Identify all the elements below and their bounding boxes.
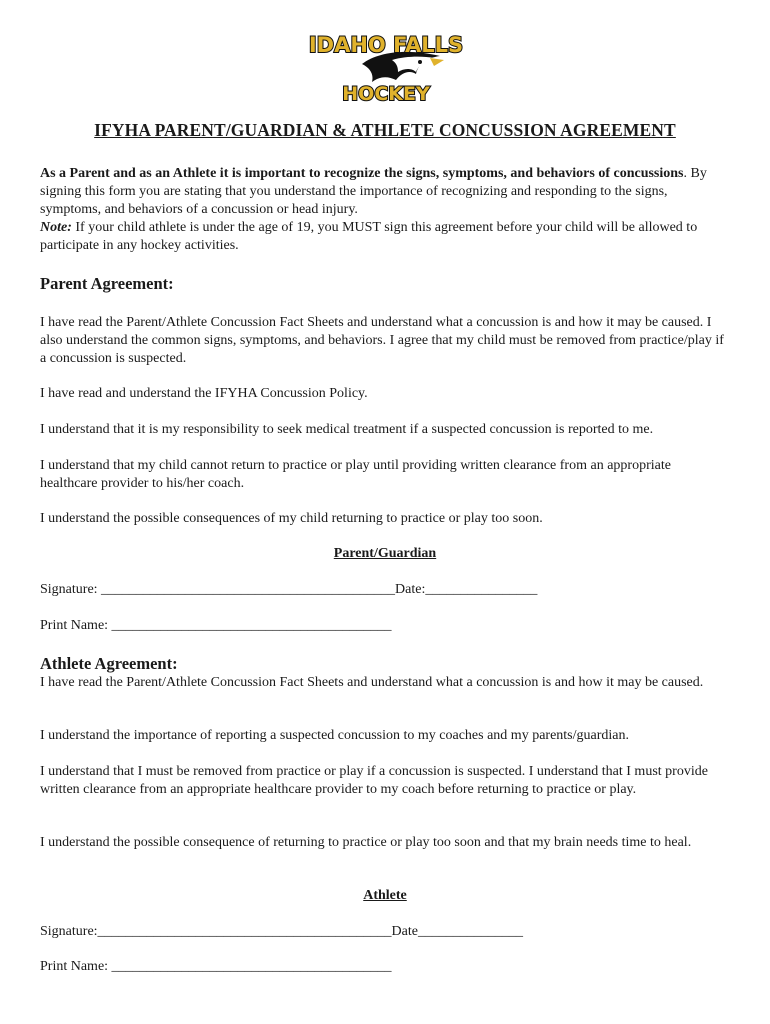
logo-text-bottom: HOCKEY [342, 83, 430, 105]
logo-text-top: IDAHO FALLS [308, 33, 464, 57]
intro-bold-lead: As a Parent and as an Athlete it is important to recognize the signs, symptoms, and behaviors of concussions [40, 166, 684, 181]
athlete-paragraph-2: I understand the importance of reporting a suspected concussion to my coaches and my parents/guardian. [40, 728, 629, 743]
parent-signature-line[interactable]: Signature: __________________________________________Date:________________ [40, 582, 538, 597]
parent-agreement-heading: Parent Agreement: [40, 274, 174, 293]
parent-paragraph-1: I have read the Parent/Athlete Concussion Fact Sheets and understand what a concussion is and how it may be caused. I also understand the common signs, symptoms, and behaviors. I agree that my child must be removed from practice/play if a concussion is suspected. [40, 315, 724, 366]
parent-paragraph-2: I have read and understand the IFYHA Concussion Policy. [40, 386, 368, 401]
idaho-falls-hockey-logo [308, 30, 464, 106]
parent-paragraph-4: I understand that my child cannot return to practice or play until providing written clearance from an appropriate healthcare provider to his/her coach. [40, 458, 671, 491]
athlete-signature-line[interactable]: Signature:__________________________________________Date_______________ [40, 924, 523, 939]
parent-paragraph-5: I understand the possible consequences of my child returning to practice or play too soon. [40, 511, 543, 526]
athlete-print-name-line[interactable]: Print Name: ________________________________________ [40, 959, 392, 974]
athlete-paragraph-3: I understand that I must be removed from practice or play if a concussion is suspected. I understand that I must provide written clearance from an appropriate healthcare provider to my coach before returning to practice or play. [40, 764, 708, 797]
page-title: IFYHA PARENT/GUARDIAN & ATHLETE CONCUSSION AGREEMENT [94, 120, 676, 140]
intro-rest: . By signing this form you are stating that you understand the importance of recognizing and responding to the signs, symptoms, and behaviors of a concussion or head injury. [40, 166, 707, 217]
intro-paragraph [40, 165, 730, 255]
athlete-label: Athlete [363, 888, 407, 903]
note-label: Note: [40, 220, 72, 235]
athlete-paragraph-4: I understand the possible consequence of returning to practice or play too soon and that my brain needs time to heal. [40, 835, 692, 850]
athlete-agreement-heading: Athlete Agreement: [40, 654, 178, 673]
parent-guardian-label: Parent/Guardian [333, 546, 437, 561]
parent-paragraph-3: I understand that it is my responsibility to seek medical treatment if a suspected concussion is reported to me. [40, 422, 654, 437]
note-text: If your child athlete is under the age of 19, you MUST sign this agreement before your child will be allowed to participate in any hockey activities. [40, 220, 698, 253]
athlete-paragraph-1: I have read the Parent/Athlete Concussion Fact Sheets and understand what a concussion is and how it may be caused. [40, 675, 704, 690]
parent-print-name-line[interactable]: Print Name: ________________________________________ [40, 618, 392, 633]
